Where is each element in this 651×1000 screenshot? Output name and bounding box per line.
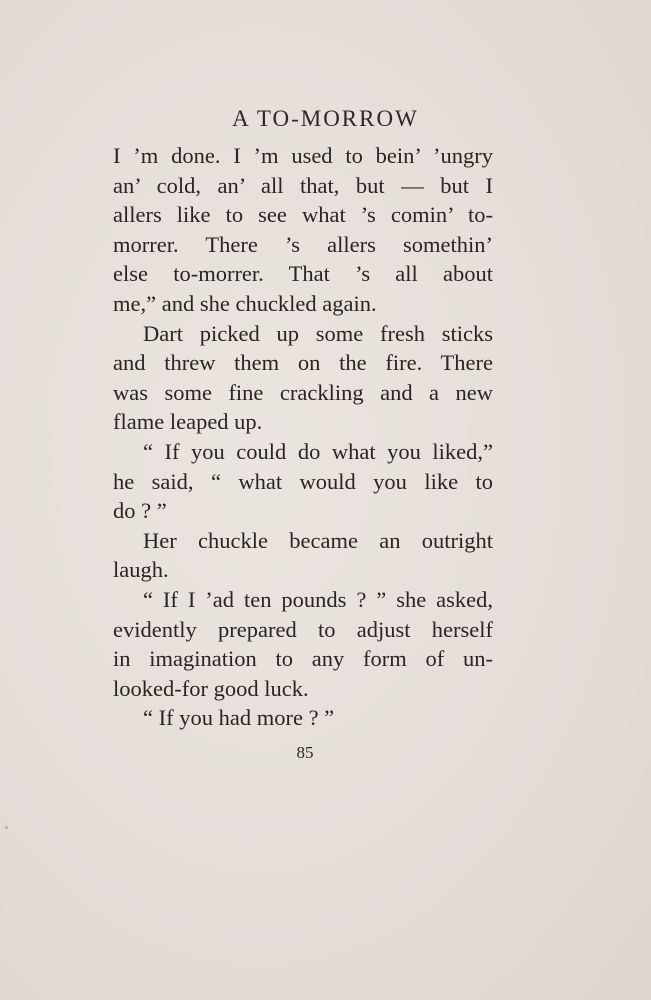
- text-line: Dart picked up some fresh sticks: [143, 320, 493, 346]
- page-number: 85: [296, 743, 314, 762]
- text-line: laugh.: [113, 557, 169, 583]
- text-line: allers like to see what ’s comin’ to-: [113, 202, 493, 228]
- text-line: do ? ”: [113, 498, 167, 524]
- text-line: flame leaped up.: [113, 409, 263, 435]
- text-line: me,” and she chuckled again.: [113, 290, 377, 316]
- text-line: an’ cold, an’ all that, but — but I: [113, 172, 493, 198]
- running-head: A TO-MORROW: [232, 106, 419, 131]
- text-line: in imagination to any form of un-: [113, 646, 493, 672]
- text-line: morrer. There ’s allers somethin’: [113, 231, 493, 257]
- text-line: Her chuckle became an outright: [143, 527, 493, 553]
- text-line: looked-for good luck.: [113, 675, 309, 701]
- text-line: evidently prepared to adjust herself: [113, 616, 493, 642]
- text-line: “ If you had more ? ”: [143, 705, 335, 731]
- text-line: “ If I ’ad ten pounds ? ” she asked,: [143, 586, 493, 612]
- text-line: “ If you could do what you liked,”: [143, 438, 493, 464]
- text-line: I ’m done. I ’m used to bein’ ’ungry: [113, 143, 493, 168]
- text-line: was some fine crackling and a new: [113, 379, 493, 405]
- text-line: else to-morrer. That ’s all about: [113, 261, 493, 287]
- paper-speck: [5, 826, 8, 829]
- text-line: he said, “ what would you like to: [113, 468, 493, 494]
- text-line: and threw them on the fire. There: [113, 350, 493, 376]
- body-text: [113, 141, 493, 733]
